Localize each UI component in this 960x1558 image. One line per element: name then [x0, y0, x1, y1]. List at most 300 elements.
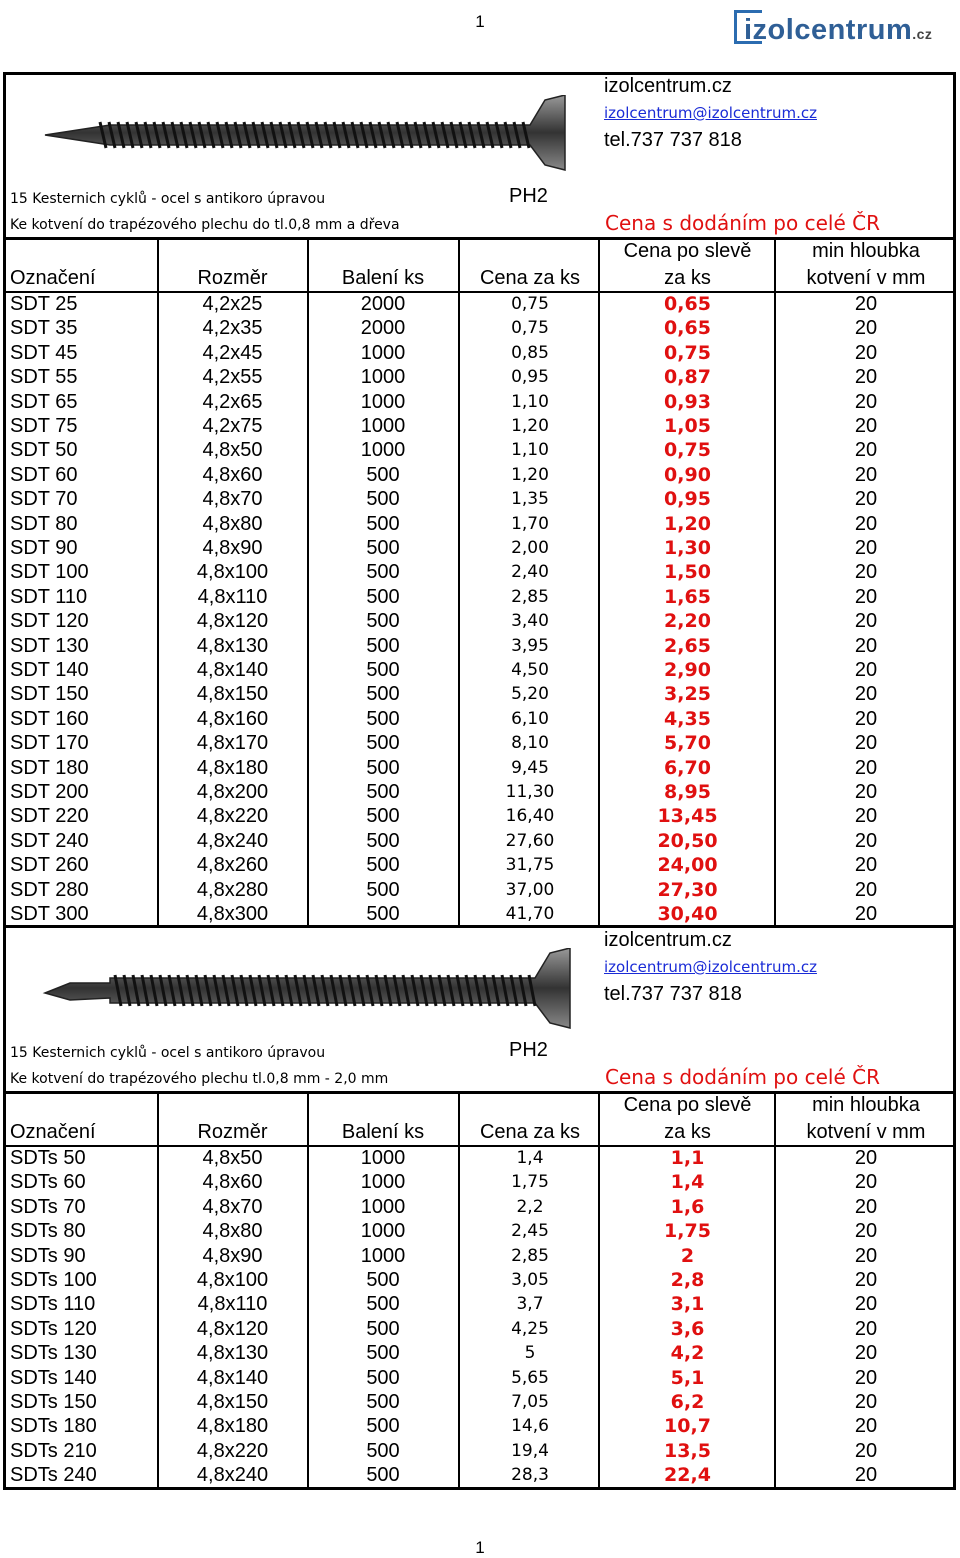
cell-label: SDT 150 — [10, 683, 89, 706]
cell-pack: 500 — [366, 707, 400, 730]
section2-desc-line1: 15 Kesternich cyklů - ocel s antikoro úpravou — [10, 1045, 326, 1061]
table-row — [0, 1439, 960, 1463]
cell-size: 4,8x120 — [196, 1317, 269, 1340]
section1-depth-header-bottom: kotvení v mm — [806, 267, 926, 289]
cell-price: 8,10 — [511, 733, 549, 754]
cell-pack: 1000 — [360, 415, 406, 437]
cell-size: 4,8x150 — [196, 1391, 269, 1413]
section1-price-note: Cena s dodáním po celé ČR — [605, 211, 880, 235]
cell-label: SDT 75 — [10, 415, 78, 437]
cell-price: 1,35 — [511, 489, 549, 510]
cell-price: 0,75 — [511, 294, 549, 314]
cell-label: SDTs 150 — [10, 1391, 97, 1413]
cell-pack: 500 — [366, 561, 400, 584]
website-text: izolcentrum.cz — [604, 75, 732, 97]
section2-description — [10, 1040, 388, 1092]
cell-label: SDTs 90 — [10, 1244, 86, 1267]
cell-pack: 500 — [366, 1317, 400, 1340]
cell-depth: 20 — [854, 512, 878, 535]
table-row — [0, 707, 960, 731]
table-row — [0, 804, 960, 828]
cell-depth: 20 — [854, 878, 878, 901]
cell-pack: 500 — [366, 781, 400, 803]
cell-size: 4,8x240 — [196, 1464, 269, 1487]
cell-discount-price: 1,20 — [664, 512, 711, 535]
cell-depth: 20 — [854, 854, 878, 877]
cell-depth: 20 — [854, 732, 878, 755]
section1-size-header: Rozměr — [197, 267, 268, 289]
cell-pack: 500 — [366, 1366, 400, 1389]
cell-label: SDT 200 — [10, 781, 89, 803]
cell-depth: 20 — [854, 1391, 878, 1413]
cell-discount-price: 0,93 — [664, 390, 711, 413]
cell-price: 27,60 — [505, 830, 555, 851]
cell-label: SDTs 50 — [10, 1147, 86, 1169]
cell-label: SDTs 180 — [10, 1415, 97, 1438]
section2-price-note: Cena s dodáním po celé ČR — [605, 1065, 880, 1089]
table-row — [0, 512, 960, 536]
cell-discount-price: 1,1 — [670, 1147, 705, 1169]
cell-label: SDTs 60 — [10, 1171, 86, 1194]
cell-depth: 20 — [854, 1195, 878, 1218]
cell-price: 2,00 — [511, 538, 549, 558]
cell-price: 16,40 — [505, 806, 555, 827]
cell-label: SDT 220 — [10, 805, 89, 828]
cell-label: SDT 65 — [10, 390, 78, 413]
cell-size: 4,8x150 — [196, 683, 269, 706]
column-divider — [458, 1092, 460, 1488]
section2-depth-header-top: min hloubka — [812, 1094, 920, 1116]
cell-size: 4,2x25 — [202, 293, 263, 315]
column-divider — [774, 1092, 776, 1488]
cell-discount-price: 1,30 — [664, 537, 711, 559]
cell-discount-price: 0,65 — [664, 317, 711, 340]
column-divider — [157, 238, 159, 925]
cell-label: SDT 240 — [10, 829, 89, 852]
section2-depth-header-bottom: kotvení v mm — [806, 1121, 926, 1143]
cell-discount-price: 27,30 — [657, 878, 718, 901]
cell-depth: 20 — [854, 683, 878, 706]
table-row — [0, 1390, 960, 1414]
cell-size: 4,8x120 — [196, 610, 269, 633]
cell-depth: 20 — [854, 1439, 878, 1462]
cell-size: 4,8x100 — [196, 1269, 269, 1291]
table-row — [0, 1366, 960, 1390]
section2-label-header: Označení — [10, 1121, 96, 1143]
self-drilling-screw-illustration — [40, 948, 575, 1030]
cell-price: 2,40 — [511, 562, 549, 583]
cell-discount-price: 4,2 — [670, 1342, 705, 1365]
section1-pack-header: Balení ks — [341, 267, 425, 289]
section1-discount-header-top: Cena po slevě — [623, 240, 752, 262]
logo-suffix: .cz — [912, 26, 933, 42]
cell-pack: 1000 — [360, 439, 406, 462]
cell-price: 1,10 — [511, 391, 549, 412]
cell-price: 5,65 — [511, 1367, 549, 1388]
cell-pack: 500 — [366, 1464, 400, 1487]
website-text: izolcentrum.cz — [604, 929, 732, 951]
cell-pack: 500 — [366, 829, 400, 852]
column-divider — [307, 238, 309, 925]
cell-size: 4,8x160 — [196, 707, 269, 730]
cell-size: 4,8x240 — [196, 829, 269, 852]
table-row — [0, 1219, 960, 1243]
cell-label: SDT 60 — [10, 463, 78, 486]
table-row — [0, 414, 960, 438]
cell-price: 0,75 — [511, 318, 549, 339]
table-row — [0, 1341, 960, 1365]
cell-size: 4,2x55 — [202, 366, 263, 389]
cell-pack: 2000 — [360, 317, 406, 340]
cell-size: 4,8x220 — [196, 1439, 269, 1462]
cell-depth: 20 — [854, 537, 878, 559]
cell-size: 4,8x100 — [196, 561, 269, 584]
cell-label: SDT 80 — [10, 512, 78, 535]
cell-depth: 20 — [854, 561, 878, 584]
cell-pack: 500 — [366, 683, 400, 706]
cell-price: 28,3 — [511, 1465, 549, 1486]
column-divider — [157, 1092, 159, 1488]
section2-pack-header: Balení ks — [341, 1121, 425, 1143]
cell-depth: 20 — [854, 366, 878, 389]
cell-depth: 20 — [854, 756, 878, 779]
cell-discount-price: 1,05 — [664, 415, 711, 437]
cell-depth: 20 — [854, 390, 878, 413]
table-row — [0, 341, 960, 365]
table-row — [0, 1170, 960, 1194]
cell-depth: 20 — [854, 415, 878, 437]
cell-pack: 500 — [366, 1391, 400, 1413]
cell-pack: 500 — [366, 903, 400, 925]
cell-depth: 20 — [854, 903, 878, 925]
column-divider — [458, 238, 460, 925]
cell-discount-price: 4,35 — [664, 707, 711, 730]
table-row — [0, 316, 960, 340]
cell-price: 1,75 — [511, 1172, 549, 1193]
cell-size: 4,8x110 — [197, 585, 268, 608]
table-row — [0, 365, 960, 389]
table-row — [0, 1195, 960, 1219]
cell-price: 3,95 — [511, 635, 549, 656]
cell-pack: 500 — [366, 463, 400, 486]
section1-discount-header-bottom: za ks — [664, 267, 711, 289]
cell-depth: 20 — [854, 781, 878, 803]
cell-discount-price: 0,75 — [664, 341, 711, 364]
cell-discount-price: 5,1 — [670, 1366, 705, 1389]
cell-size: 4,8x90 — [202, 537, 263, 559]
cell-discount-price: 10,7 — [664, 1415, 711, 1438]
cell-price: 14,6 — [511, 1416, 549, 1437]
section2-ph-label: PH2 — [509, 1039, 548, 1061]
cell-price: 2,85 — [511, 1245, 549, 1266]
section1-depth-header-top: min hloubka — [812, 240, 920, 262]
cell-depth: 20 — [854, 1415, 878, 1438]
cell-discount-price: 0,65 — [664, 293, 711, 315]
table-row — [0, 1292, 960, 1316]
section1-desc-line1: 15 Kesternich cyklů - ocel s antikoro úpravou — [10, 191, 326, 207]
cell-label: SDT 120 — [10, 610, 89, 633]
cell-discount-price: 0,95 — [664, 488, 711, 511]
cell-discount-price: 6,70 — [664, 756, 711, 779]
cell-size: 4,8x60 — [202, 463, 263, 486]
cell-discount-price: 1,50 — [664, 561, 711, 584]
table-row — [0, 829, 960, 853]
cell-pack: 500 — [366, 805, 400, 828]
cell-depth: 20 — [854, 1464, 878, 1487]
cell-label: SDTs 240 — [10, 1464, 97, 1487]
cell-pack: 500 — [366, 1439, 400, 1462]
cell-price: 19,4 — [511, 1440, 549, 1461]
cell-label: SDT 300 — [10, 903, 89, 925]
cell-label: SDT 45 — [10, 341, 78, 364]
cell-price: 3,40 — [511, 611, 549, 632]
cell-label: SDTs 130 — [10, 1342, 97, 1365]
cell-size: 4,8x70 — [202, 1195, 263, 1218]
cell-depth: 20 — [854, 707, 878, 730]
cell-depth: 20 — [854, 634, 878, 657]
cell-price: 6,10 — [511, 708, 549, 729]
section1-desc-line2: Ke kotvení do trapézového plechu do tl.0,8 mm a dřeva — [10, 217, 400, 233]
cell-size: 4,8x170 — [196, 732, 269, 755]
drywall-screw-illustration — [40, 95, 570, 175]
cell-label: SDTs 110 — [10, 1293, 96, 1316]
table-row — [0, 609, 960, 633]
cell-discount-price: 6,2 — [670, 1391, 705, 1413]
table-row — [0, 853, 960, 877]
table-row — [0, 1414, 960, 1438]
table-row — [0, 1244, 960, 1268]
cell-discount-price: 2 — [680, 1244, 695, 1267]
email-link[interactable]: izolcentrum@izolcentrum.cz — [604, 958, 817, 976]
cell-size: 4,8x180 — [196, 756, 269, 779]
table-row — [0, 682, 960, 706]
cell-size: 4,8x200 — [196, 781, 269, 803]
cell-label: SDT 280 — [10, 878, 89, 901]
cell-pack: 500 — [366, 1269, 400, 1291]
cell-discount-price: 5,70 — [664, 732, 711, 755]
table-row — [0, 560, 960, 584]
cell-depth: 20 — [854, 293, 878, 315]
cell-pack: 500 — [366, 488, 400, 511]
cell-depth: 20 — [854, 439, 878, 462]
phone-text: tel.737 737 818 — [604, 129, 742, 151]
cell-pack: 1000 — [360, 1195, 406, 1218]
table-row — [0, 292, 960, 316]
table-row — [0, 585, 960, 609]
section2-discount-header-top: Cena po slevě — [623, 1094, 752, 1116]
cell-discount-price: 13,45 — [657, 805, 718, 828]
cell-depth: 20 — [854, 463, 878, 486]
table-row — [0, 878, 960, 902]
cell-size: 4,2x75 — [202, 415, 263, 437]
cell-depth: 20 — [854, 829, 878, 852]
table-row — [0, 463, 960, 487]
cell-price: 1,20 — [511, 464, 549, 485]
cell-price: 11,30 — [505, 782, 555, 802]
cell-discount-price: 3,25 — [664, 683, 711, 706]
cell-label: SDT 25 — [10, 293, 78, 315]
cell-discount-price: 13,5 — [664, 1439, 711, 1462]
cell-size: 4,8x280 — [196, 878, 269, 901]
page-number-top: 1 — [475, 12, 485, 31]
cell-price: 31,75 — [505, 855, 555, 876]
cell-label: SDTs 120 — [10, 1317, 97, 1340]
cell-pack: 500 — [366, 659, 400, 681]
cell-pack: 500 — [366, 732, 400, 755]
cell-price: 37,00 — [505, 879, 555, 900]
cell-price: 7,05 — [511, 1392, 549, 1412]
cell-price: 3,7 — [516, 1294, 544, 1315]
cell-price: 0,85 — [511, 342, 549, 363]
cell-price: 2,85 — [511, 586, 549, 607]
cell-label: SDT 50 — [10, 439, 78, 462]
logo-text: izolcentrum — [744, 14, 913, 46]
cell-size: 4,2x35 — [202, 317, 263, 340]
section2-discount-header-bottom: za ks — [664, 1121, 711, 1143]
cell-discount-price: 0,87 — [664, 366, 711, 389]
cell-discount-price: 3,6 — [670, 1317, 705, 1340]
column-divider — [774, 238, 776, 925]
cell-size: 4,8x180 — [196, 1415, 269, 1438]
table-row — [0, 1463, 960, 1487]
cell-price: 4,25 — [511, 1318, 549, 1339]
section2-size-header: Rozměr — [197, 1121, 268, 1143]
page-number-bottom: 1 — [475, 1538, 485, 1557]
cell-discount-price: 0,75 — [664, 439, 711, 462]
cell-label: SDT 170 — [10, 732, 89, 755]
cell-depth: 20 — [854, 610, 878, 633]
cell-price: 1,4 — [516, 1148, 544, 1168]
cell-discount-price: 2,65 — [664, 634, 711, 657]
cell-size: 4,8x60 — [202, 1171, 263, 1194]
cell-size: 4,8x70 — [202, 488, 263, 511]
table-row — [0, 487, 960, 511]
cell-size: 4,8x300 — [196, 903, 269, 925]
cell-pack: 1000 — [360, 366, 406, 389]
cell-size: 4,8x50 — [202, 439, 263, 462]
cell-pack: 500 — [366, 1293, 400, 1316]
section1-price-header: Cena za ks — [479, 267, 581, 289]
cell-pack: 1000 — [360, 1171, 406, 1194]
cell-depth: 20 — [854, 1147, 878, 1169]
cell-discount-price: 24,00 — [657, 854, 718, 877]
table-row — [0, 1146, 960, 1170]
cell-pack: 500 — [366, 610, 400, 633]
cell-discount-price: 0,90 — [664, 463, 711, 486]
cell-discount-price: 1,6 — [670, 1195, 705, 1218]
table-row — [0, 756, 960, 780]
email-link[interactable]: izolcentrum@izolcentrum.cz — [604, 104, 817, 122]
cell-pack: 500 — [366, 585, 400, 608]
cell-label: SDT 180 — [10, 756, 89, 779]
cell-pack: 2000 — [360, 293, 406, 315]
cell-depth: 20 — [854, 659, 878, 681]
cell-pack: 1000 — [360, 390, 406, 413]
cell-label: SDTs 140 — [10, 1366, 97, 1389]
cell-discount-price: 1,65 — [664, 585, 711, 608]
column-divider — [598, 238, 600, 925]
cell-depth: 20 — [854, 1317, 878, 1340]
cell-price: 2,45 — [511, 1221, 549, 1242]
cell-pack: 1000 — [360, 1147, 406, 1169]
cell-pack: 500 — [366, 1342, 400, 1365]
cell-discount-price: 2,20 — [664, 610, 711, 633]
cell-price: 1,70 — [511, 513, 549, 534]
table-row — [0, 536, 960, 560]
cell-pack: 500 — [366, 878, 400, 901]
cell-discount-price: 2,90 — [664, 659, 711, 681]
cell-depth: 20 — [854, 805, 878, 828]
section1-ph-label: PH2 — [509, 185, 548, 207]
cell-depth: 20 — [854, 1342, 878, 1365]
section1-label-header: Označení — [10, 267, 96, 289]
cell-depth: 20 — [854, 1171, 878, 1194]
cell-price: 41,70 — [505, 904, 555, 924]
table-row — [0, 438, 960, 462]
section2-price-header: Cena za ks — [479, 1121, 581, 1143]
cell-label: SDT 55 — [10, 366, 78, 389]
section1-description — [10, 186, 400, 238]
cell-pack: 1000 — [360, 1244, 406, 1267]
table-row — [0, 780, 960, 804]
contact-block-2 — [604, 927, 817, 1008]
table-row — [0, 731, 960, 755]
cell-size: 4,8x90 — [202, 1244, 263, 1267]
cell-label: SDT 100 — [10, 561, 89, 584]
table-row — [0, 902, 960, 926]
cell-depth: 20 — [854, 488, 878, 511]
cell-size: 4,8x140 — [196, 659, 269, 681]
cell-depth: 20 — [854, 317, 878, 340]
table-row — [0, 634, 960, 658]
cell-size: 4,8x130 — [196, 1342, 269, 1365]
cell-discount-price: 8,95 — [664, 781, 711, 803]
cell-label: SDT 160 — [10, 707, 89, 730]
column-divider — [598, 1092, 600, 1488]
table-row — [0, 390, 960, 414]
cell-size: 4,8x50 — [202, 1147, 263, 1169]
cell-pack: 500 — [366, 537, 400, 559]
cell-discount-price: 2,8 — [670, 1269, 705, 1291]
cell-label: SDT 260 — [10, 854, 89, 877]
cell-price: 5,20 — [511, 684, 549, 705]
cell-price: 0,95 — [511, 367, 549, 388]
cell-depth: 20 — [854, 585, 878, 608]
cell-price: 5 — [524, 1343, 536, 1364]
cell-label: SDT 70 — [10, 488, 78, 511]
cell-price: 9,45 — [511, 757, 549, 778]
cell-pack: 500 — [366, 1415, 400, 1438]
cell-depth: 20 — [854, 1366, 878, 1389]
cell-discount-price: 1,75 — [664, 1220, 711, 1243]
cell-label: SDT 140 — [10, 659, 89, 681]
cell-label: SDT 110 — [10, 585, 88, 608]
cell-discount-price: 22,4 — [664, 1464, 711, 1487]
cell-discount-price: 30,40 — [657, 903, 718, 925]
cell-size: 4,8x130 — [196, 634, 269, 657]
cell-price: 4,50 — [511, 660, 549, 680]
cell-depth: 20 — [854, 1244, 878, 1267]
cell-size: 4,8x140 — [196, 1366, 269, 1389]
cell-discount-price: 3,1 — [670, 1293, 705, 1316]
cell-price: 2,2 — [516, 1196, 544, 1217]
cell-depth: 20 — [854, 1293, 878, 1316]
cell-size: 4,8x110 — [197, 1293, 268, 1316]
izolcentrum-logo — [734, 10, 952, 52]
cell-label: SDTs 210 — [10, 1439, 97, 1462]
table-row — [0, 658, 960, 682]
cell-pack: 500 — [366, 512, 400, 535]
